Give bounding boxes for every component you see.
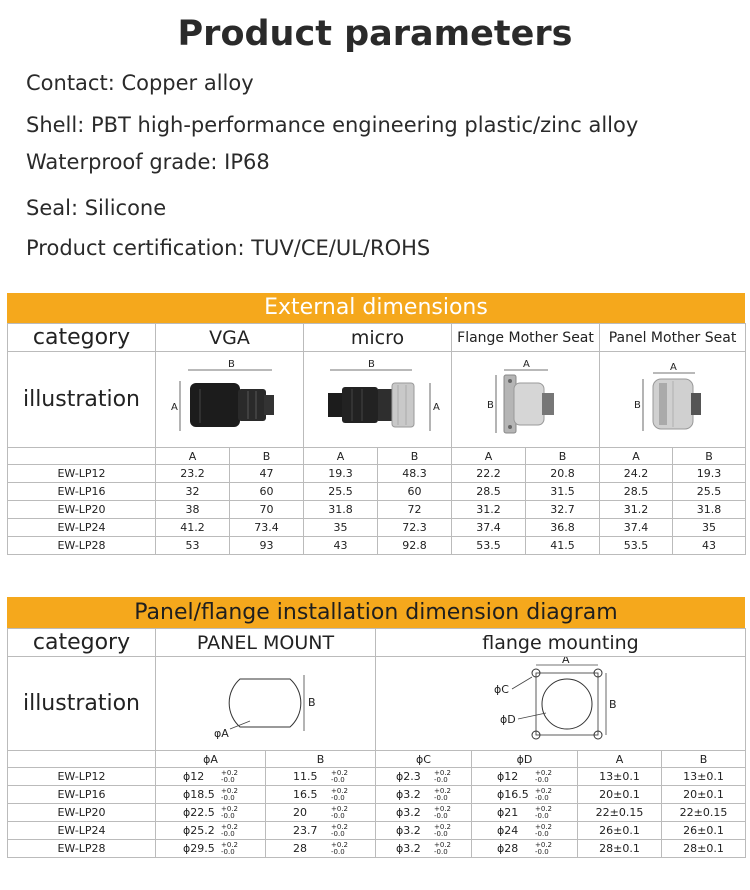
- tolerance: [331, 788, 348, 802]
- spec-waterproof: Waterproof grade: IP68: [26, 150, 270, 174]
- spec-contact: Contact: Copper alloy: [26, 71, 254, 95]
- inst-col-header: ϕD: [472, 751, 578, 768]
- tolerance-minus: -0.0: [535, 847, 549, 856]
- tolerance-minus: -0.0: [331, 793, 345, 802]
- tolerance: [221, 806, 238, 820]
- tolerance-plus: +0.2: [331, 786, 348, 795]
- ext-type-micro: micro: [304, 324, 452, 352]
- tolerance-plus: +0.2: [434, 786, 451, 795]
- value-text: ϕ29.5: [183, 841, 215, 855]
- value-cell: [376, 804, 472, 822]
- value-cell: [156, 822, 266, 840]
- value-text: ϕ3.2: [396, 841, 421, 855]
- tolerance-plus: +0.2: [434, 804, 451, 813]
- value-text: ϕ12: [497, 769, 519, 783]
- tolerance: [221, 842, 238, 856]
- tolerance-plus: +0.2: [221, 786, 238, 795]
- tolerance: [535, 770, 552, 784]
- value-cell: 92.8: [378, 537, 452, 555]
- inst-illustration-label: illustration: [8, 657, 156, 751]
- value-cell: 37.4: [452, 519, 526, 537]
- flange-dim-b: B: [486, 400, 494, 411]
- vga-dim-b: B: [227, 359, 235, 370]
- micro-dim-a: A: [432, 402, 440, 413]
- value-cell: [472, 768, 578, 786]
- spec-shell: Shell: PBT high-performance engineering plastic/zinc alloy: [26, 113, 639, 137]
- inst-category-label: category: [8, 629, 156, 657]
- tolerance-minus: -0.0: [434, 775, 448, 784]
- ext-col-header: B: [673, 448, 746, 465]
- tolerance-minus: -0.0: [221, 829, 235, 838]
- installation-diagram-band: Panel/flange installation dimension diagram: [7, 597, 745, 628]
- tolerance-minus: -0.0: [535, 793, 549, 802]
- tolerance-plus: +0.2: [535, 786, 552, 795]
- table-row: [8, 840, 746, 858]
- ext-type-flange-mother-seat: Flange Mother Seat: [452, 324, 600, 352]
- value-cell: 22±0.15: [578, 804, 662, 822]
- inst-col-header: ϕA: [156, 751, 266, 768]
- value-cell: 35: [673, 519, 746, 537]
- value-cell: [472, 822, 578, 840]
- tolerance-minus: -0.0: [221, 793, 235, 802]
- value-cell: 31.5: [526, 483, 600, 501]
- value-text: ϕ25.2: [183, 823, 215, 837]
- value-cell: 47: [230, 465, 304, 483]
- table-row: [8, 822, 746, 840]
- value-cell: 32: [156, 483, 230, 501]
- value-cell: 35: [304, 519, 378, 537]
- tolerance: [331, 770, 348, 784]
- flange-mount-dim-a: A: [562, 657, 570, 666]
- value-text: ϕ2.3: [396, 769, 421, 783]
- value-cell: 20±0.1: [662, 786, 746, 804]
- tolerance: [535, 806, 552, 820]
- table-row: [8, 483, 746, 501]
- table-row: [8, 465, 746, 483]
- vga-connector-illustration: [156, 352, 304, 448]
- tolerance-minus: -0.0: [434, 829, 448, 838]
- vga-dim-a: A: [170, 402, 178, 413]
- value-text: ϕ3.2: [396, 805, 421, 819]
- tolerance-minus: -0.0: [331, 811, 345, 820]
- value-cell: 72.3: [378, 519, 452, 537]
- value-cell: 32.7: [526, 501, 600, 519]
- ext-col-header: B: [378, 448, 452, 465]
- table-row: [8, 804, 746, 822]
- ext-col-header: A: [452, 448, 526, 465]
- tolerance: [221, 824, 238, 838]
- spec-certification: Product certification: TUV/CE/UL/ROHS: [26, 236, 431, 260]
- inst-type-flange-mounting: flange mounting: [376, 629, 746, 657]
- value-cell: [156, 804, 266, 822]
- value-cell: 25.5: [304, 483, 378, 501]
- value-cell: 38: [156, 501, 230, 519]
- tolerance-plus: +0.2: [434, 840, 451, 849]
- external-dimensions-table: [7, 323, 746, 555]
- model-cell: EW-LP24: [8, 519, 156, 537]
- value-text: ϕ16.5: [497, 787, 529, 801]
- value-cell: 20±0.1: [578, 786, 662, 804]
- value-cell: 24.2: [600, 465, 673, 483]
- value-cell: 28±0.1: [662, 840, 746, 858]
- value-cell: 31.8: [673, 501, 746, 519]
- tolerance-minus: -0.0: [221, 847, 235, 856]
- value-cell: [376, 840, 472, 858]
- panel-mother-seat-illustration: [600, 352, 746, 448]
- value-cell: 19.3: [673, 465, 746, 483]
- value-cell: 53.5: [600, 537, 673, 555]
- tolerance-plus: +0.2: [434, 768, 451, 777]
- tolerance: [221, 770, 238, 784]
- panel-seat-dim-a: A: [669, 362, 677, 373]
- model-cell: EW-LP12: [8, 768, 156, 786]
- inst-col-header: B: [266, 751, 376, 768]
- tolerance-plus: +0.2: [221, 822, 238, 831]
- value-cell: 73.4: [230, 519, 304, 537]
- ext-col-header: A: [156, 448, 230, 465]
- value-text: ϕ28: [497, 841, 519, 855]
- spec-seal: Seal: Silicone: [26, 196, 167, 220]
- value-cell: 53.5: [452, 537, 526, 555]
- value-cell: 41.5: [526, 537, 600, 555]
- tolerance-plus: +0.2: [221, 840, 238, 849]
- value-cell: 22±0.15: [662, 804, 746, 822]
- inst-col-header: ϕC: [376, 751, 472, 768]
- tolerance: [535, 842, 552, 856]
- value-text: 11.5: [293, 769, 318, 783]
- tolerance-plus: +0.2: [331, 822, 348, 831]
- tolerance-plus: +0.2: [331, 768, 348, 777]
- tolerance: [221, 788, 238, 802]
- tolerance-minus: -0.0: [434, 793, 448, 802]
- value-cell: [156, 840, 266, 858]
- value-cell: 31.8: [304, 501, 378, 519]
- micro-dim-b: B: [367, 359, 375, 370]
- tolerance-plus: +0.2: [331, 804, 348, 813]
- model-cell: EW-LP28: [8, 840, 156, 858]
- value-cell: [266, 822, 376, 840]
- tolerance: [535, 788, 552, 802]
- value-text: ϕ3.2: [396, 823, 421, 837]
- value-cell: 60: [378, 483, 452, 501]
- value-cell: 22.2: [452, 465, 526, 483]
- tolerance-minus: -0.0: [331, 847, 345, 856]
- flange-mount-dim-b: B: [609, 698, 617, 711]
- tolerance-minus: -0.0: [221, 811, 235, 820]
- flange-mother-seat-illustration: [452, 352, 600, 448]
- ext-type-panel-mother-seat: Panel Mother Seat: [600, 324, 746, 352]
- tolerance-minus: -0.0: [331, 775, 345, 784]
- table-row: [8, 501, 746, 519]
- ext-col-header: B: [230, 448, 304, 465]
- value-text: 16.5: [293, 787, 318, 801]
- panel-seat-dim-b: B: [633, 400, 641, 411]
- flange-mount-dim-phi-d: ϕD: [500, 713, 516, 726]
- value-cell: 28.5: [600, 483, 673, 501]
- ext-illustration-label: illustration: [8, 352, 156, 448]
- value-cell: [266, 768, 376, 786]
- value-cell: 31.2: [600, 501, 673, 519]
- tolerance-plus: +0.2: [535, 768, 552, 777]
- tolerance-plus: +0.2: [535, 822, 552, 831]
- value-cell: [156, 786, 266, 804]
- panel-mount-diagram: [156, 657, 376, 751]
- ext-category-label: category: [8, 324, 156, 352]
- value-text: 28: [293, 841, 307, 855]
- value-text: ϕ22.5: [183, 805, 215, 819]
- table-row: [8, 786, 746, 804]
- value-text: ϕ21: [497, 805, 519, 819]
- value-cell: 72: [378, 501, 452, 519]
- tolerance-plus: +0.2: [331, 840, 348, 849]
- ext-col-header: A: [304, 448, 378, 465]
- tolerance-minus: -0.0: [221, 775, 235, 784]
- flange-dim-a: A: [522, 359, 530, 370]
- value-cell: [376, 822, 472, 840]
- model-cell: EW-LP24: [8, 822, 156, 840]
- value-text: ϕ3.2: [396, 787, 421, 801]
- tolerance: [535, 824, 552, 838]
- value-text: ϕ18.5: [183, 787, 215, 801]
- value-cell: 36.8: [526, 519, 600, 537]
- value-cell: 60: [230, 483, 304, 501]
- value-cell: [266, 804, 376, 822]
- value-cell: [376, 768, 472, 786]
- model-cell: EW-LP20: [8, 804, 156, 822]
- ext-col-header: B: [526, 448, 600, 465]
- value-cell: [376, 786, 472, 804]
- tolerance: [434, 842, 451, 856]
- model-cell: EW-LP16: [8, 483, 156, 501]
- value-cell: [266, 786, 376, 804]
- tolerance: [331, 806, 348, 820]
- value-cell: 28.5: [452, 483, 526, 501]
- tolerance-plus: +0.2: [535, 840, 552, 849]
- tolerance: [434, 806, 451, 820]
- value-text: 20: [293, 805, 307, 819]
- micro-connector-illustration: [304, 352, 452, 448]
- model-cell: EW-LP12: [8, 465, 156, 483]
- tolerance-plus: +0.2: [434, 822, 451, 831]
- flange-mount-dim-phi-c: ϕC: [494, 683, 509, 696]
- value-cell: [156, 768, 266, 786]
- tolerance-minus: -0.0: [434, 847, 448, 856]
- tolerance: [434, 788, 451, 802]
- ext-type-vga: VGA: [156, 324, 304, 352]
- inst-col-header: B: [662, 751, 746, 768]
- table-row: [8, 537, 746, 555]
- external-dimensions-band: External dimensions: [7, 293, 745, 323]
- value-cell: 28±0.1: [578, 840, 662, 858]
- tolerance-minus: -0.0: [535, 829, 549, 838]
- flange-mounting-diagram: [376, 657, 746, 751]
- tolerance: [331, 842, 348, 856]
- value-text: ϕ24: [497, 823, 519, 837]
- value-cell: 93: [230, 537, 304, 555]
- value-cell: 26±0.1: [662, 822, 746, 840]
- tolerance-minus: -0.0: [331, 829, 345, 838]
- value-cell: 53: [156, 537, 230, 555]
- inst-col-header: A: [578, 751, 662, 768]
- value-cell: 20.8: [526, 465, 600, 483]
- value-cell: [472, 786, 578, 804]
- tolerance-plus: +0.2: [221, 804, 238, 813]
- table-row: [8, 768, 746, 786]
- value-cell: [266, 840, 376, 858]
- model-cell: EW-LP20: [8, 501, 156, 519]
- model-cell: EW-LP28: [8, 537, 156, 555]
- value-cell: 13±0.1: [578, 768, 662, 786]
- panel-dim-phi-a: φA: [213, 727, 229, 740]
- tolerance-minus: -0.0: [535, 775, 549, 784]
- value-cell: 23.2: [156, 465, 230, 483]
- tolerance-plus: +0.2: [221, 768, 238, 777]
- tolerance-plus: +0.2: [535, 804, 552, 813]
- tolerance-minus: -0.0: [535, 811, 549, 820]
- value-cell: [472, 840, 578, 858]
- value-cell: 43: [304, 537, 378, 555]
- value-cell: 31.2: [452, 501, 526, 519]
- table-row: [8, 519, 746, 537]
- value-text: 23.7: [293, 823, 318, 837]
- value-cell: 37.4: [600, 519, 673, 537]
- value-cell: [472, 804, 578, 822]
- value-cell: 48.3: [378, 465, 452, 483]
- model-cell: EW-LP16: [8, 786, 156, 804]
- inst-type-panel-mount: PANEL MOUNT: [156, 629, 376, 657]
- value-cell: 19.3: [304, 465, 378, 483]
- value-cell: 25.5: [673, 483, 746, 501]
- tolerance-minus: -0.0: [434, 811, 448, 820]
- panel-dim-b: B: [307, 696, 316, 709]
- installation-dimensions-table: [7, 628, 746, 858]
- value-cell: 43: [673, 537, 746, 555]
- tolerance: [434, 824, 451, 838]
- value-cell: 70: [230, 501, 304, 519]
- value-text: ϕ12: [183, 769, 205, 783]
- tolerance: [434, 770, 451, 784]
- ext-col-header: A: [600, 448, 673, 465]
- page-title: Product parameters: [177, 14, 573, 54]
- tolerance: [331, 824, 348, 838]
- value-cell: 26±0.1: [578, 822, 662, 840]
- value-cell: 13±0.1: [662, 768, 746, 786]
- value-cell: 41.2: [156, 519, 230, 537]
